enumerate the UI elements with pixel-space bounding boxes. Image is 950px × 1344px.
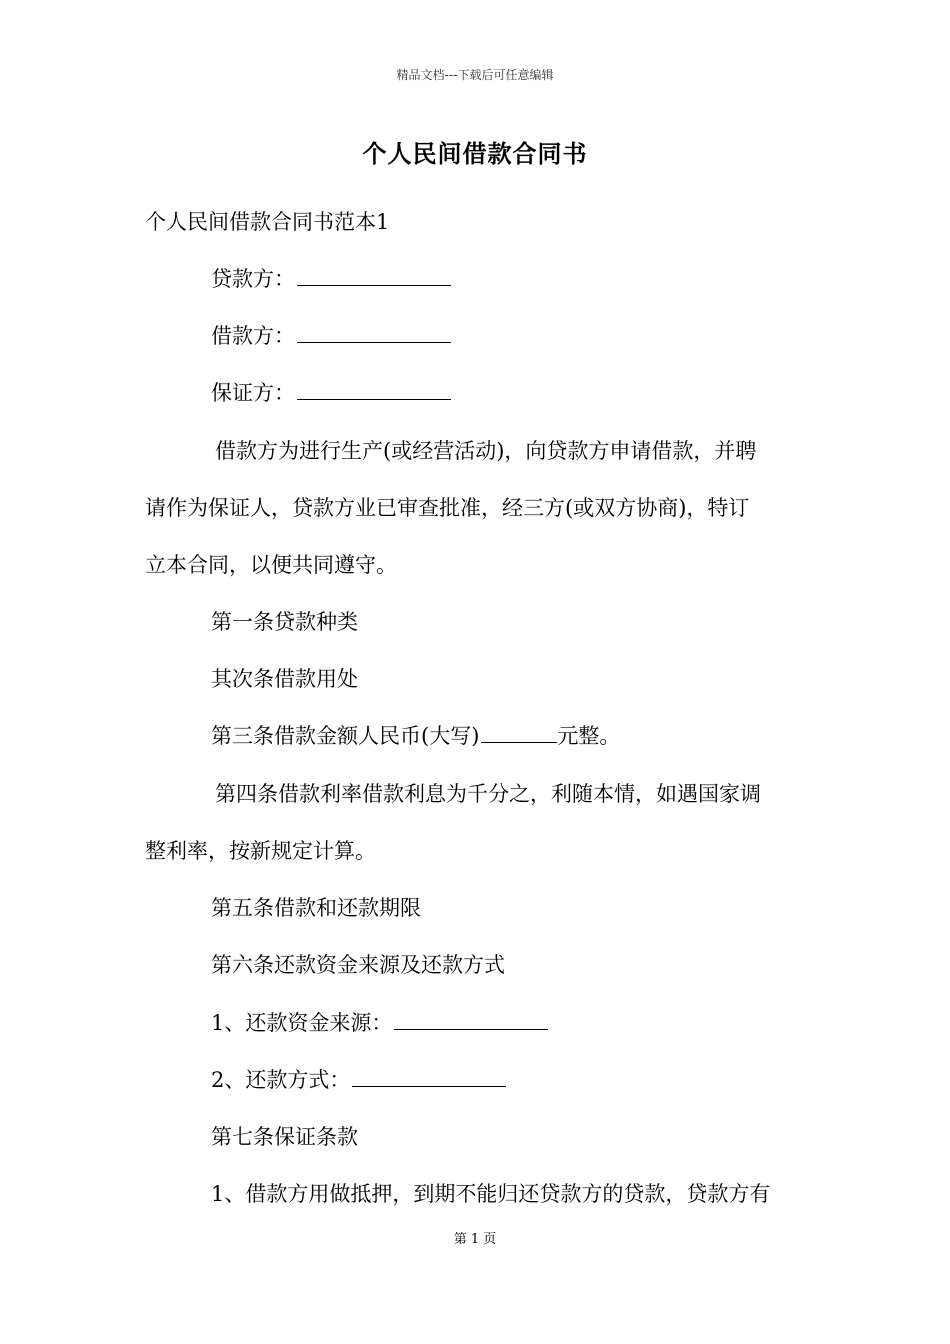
article-7-item-1: 1、借款方用做抵押，到期不能归还贷款方的贷款，贷款方有 [211,1182,771,1206]
intro-line-3: 立本合同，以便共同遵守。 [145,553,397,577]
article-5: 第五条借款和还款期限 [211,896,421,920]
intro-line-2: 请作为保证人，贷款方业已审查批准，经三方(或双方协商)，特订 [145,496,750,520]
guarantor-label: 保证方： [211,381,295,405]
repayment-method-label: 2、还款方式： [211,1068,351,1092]
article-3-text: 第三条借款金额人民币(大写) [211,724,480,748]
article-6: 第六条还款资金来源及还款方式 [211,953,505,977]
article-2: 其次条借款用处 [211,667,358,691]
borrower-blank [297,324,451,343]
repayment-method-blank [352,1068,506,1087]
borrower-label: 借款方： [211,324,295,348]
article-6-item-2 [211,1066,506,1094]
guarantor-blank [297,381,451,400]
page-number: 第 1 页 [453,1232,497,1247]
article-3-suffix: 元整。 [557,724,621,748]
repayment-source-label: 1、还款资金来源： [211,1011,393,1035]
guarantor-field [211,379,451,407]
borrower-field [211,322,451,350]
intro-line-1: 借款方为进行生产(或经营活动)，向贷款方申请借款，并聘 [215,439,757,463]
article-4-line-1: 第四条借款利率借款利息为千分之，利随本情，如遇国家调 [215,782,761,806]
repayment-source-blank [394,1011,548,1030]
lender-field [211,265,451,293]
lender-blank [297,267,451,286]
page-header: 精品文档---下载后可任意编辑 [396,68,554,82]
article-6-item-1 [211,1009,548,1037]
lender-label: 贷款方： [211,267,295,291]
article-1: 第一条贷款种类 [211,610,358,634]
document-title: 个人民间借款合同书 [362,139,588,168]
article-3 [211,722,620,750]
subtitle: 个人民间借款合同书范本1 [145,210,390,234]
article-4-line-2: 整利率，按新规定计算。 [145,839,376,863]
article-7: 第七条保证条款 [211,1125,358,1149]
amount-blank [481,724,557,743]
